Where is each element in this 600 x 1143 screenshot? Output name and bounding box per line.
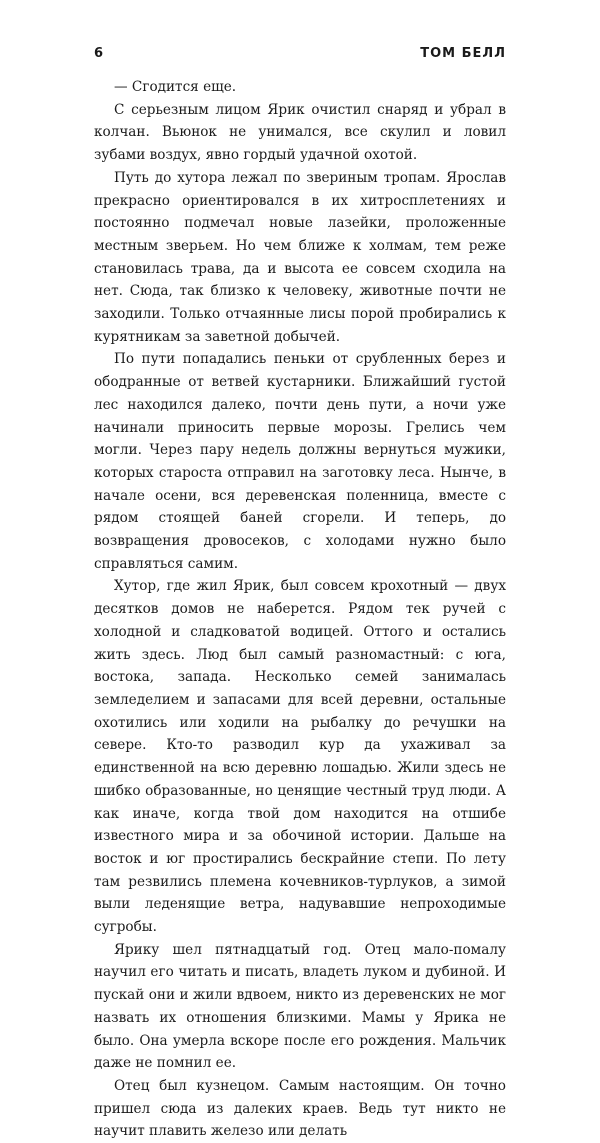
paragraph: — Сгодится еще. — [114, 79, 237, 95]
page-header — [94, 46, 506, 66]
paragraph: Путь до хутора лежал по звериным тропам. Ярослав прекрасно ориентировался в их хитросплетениях и постоянно подмечал новые лазейки, проложенные местным зверьем. Но чем ближе к холмам, тем реже становилась трава, да и высота ее совсем сходила на нет. Сюда, так близко к человеку, животные почти не заходили. Только отчаянные лисы порой пробирались к курятникам за заветной добычей. — [94, 169, 506, 345]
paragraph: Ярику шел пятнадцатый год. Отец мало-помалу научил его читать и писать, владеть луком и дубиной. И пускай они и жили вдвоем, никто из деревенских не мог назвать их отношения близкими. Мамы у Ярика не было. Она умерла вскоре после его рождения. Мальчик даже не помнил ее. — [94, 941, 506, 1072]
running-head-author: ТОМ БЕЛЛ — [420, 46, 506, 61]
page-number: 6 — [94, 46, 104, 61]
paragraph: Отец был кузнецом. Самым настоящим. Он точно пришел сюда из далеких краев. Ведь тут никто не научит плавить железо или делать — [94, 1077, 506, 1140]
paragraph: Хутор, где жил Ярик, был совсем крохотный — двух десятков домов не наберется. Рядом тек ручей с холодной и сладковатой водицей. Оттого и остались жить здесь. Люд был самый разномастный: с юга, востока, запада. Несколько семей занималась земледелием и запасами для всей деревни, остальные охотились или ходили на рыбалку до речушки на севере. Кто-то разводил кур да ухаживал за единственной на всю деревню лошадью. Жили здесь не шибко образованные, но ценящие честный труд люди. А как иначе, когда твой дом находится на отшибе известного мира и за обочиной истории. Дальше на восток и юг простирались бескрайние степи. По лету там резвились племена кочевников-турлуков, а зимой выли леденящие ветра, надувавшие непроходимые сугробы. — [94, 578, 506, 936]
paragraph: По пути попадались пеньки от срубленных берез и ободранные от ветвей кустарники. Ближайший густой лес находился далеко, почти день пути, а ночи уже начинали приносить первые морозы. Грелись чем могли. Через пару недель должны вернуться мужики, которых староста отправил на заготовку леса. Нынче, в начале осени, вся деревенская поленница, вместе с рядом стоящей баней сгорели. И теперь, до возвращения дровосеков, с холодами нужно было справляться самим. — [94, 351, 506, 572]
body-text — [94, 76, 506, 1143]
paragraph: С серьезным лицом Ярик очистил снаряд и убрал в колчан. Вьюнок не унимался, все скулил и ловил зубами воздух, явно гордый удачной охотой. — [94, 101, 506, 164]
